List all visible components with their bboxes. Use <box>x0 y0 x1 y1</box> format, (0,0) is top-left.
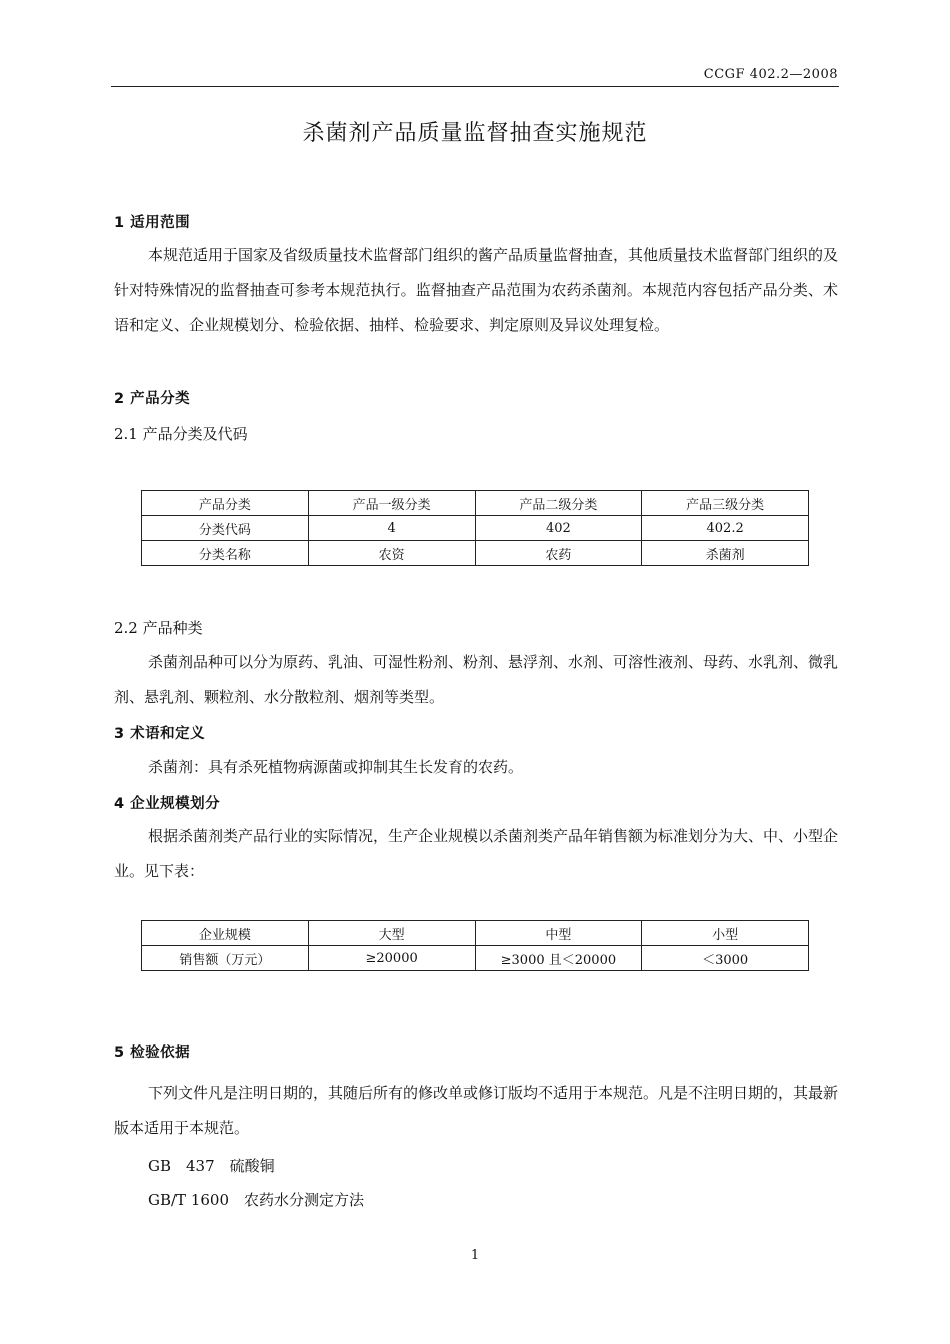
table-cell: 4 <box>308 516 475 541</box>
table-cell: 402.2 <box>642 516 809 541</box>
table-cell: ≥20000 <box>308 946 475 971</box>
table-cell: 分类代码 <box>142 516 309 541</box>
table-cell: 产品二级分类 <box>475 491 642 516</box>
section-2-heading: 2 产品分类 <box>114 391 191 407</box>
table-cell: 产品三级分类 <box>642 491 809 516</box>
table-row <box>142 921 809 946</box>
table-cell: 杀菌剂 <box>642 541 809 566</box>
table-cell: 农药 <box>475 541 642 566</box>
product-classification-table <box>141 490 809 566</box>
section-1-heading: 1 适用范围 <box>114 215 191 231</box>
page-title: 杀菌剂产品质量监督抽查实施规范 <box>302 121 648 146</box>
section-4-paragraph: 根据杀菌剂类产品行业的实际情况，生产企业规模以杀菌剂类产品年销售额为标准划分为大、中、小型企业。见下表： <box>114 827 839 880</box>
table-row <box>142 946 809 971</box>
section-1-paragraph: 本规范适用于国家及省级质量技术监督部门组织的酱产品质量监督抽查，其他质量技术监督部门组织的及针对特殊情况的监督抽查可参考本规范执行。监督抽查产品范围为农药杀菌剂。本规范内容包括产品分类、术语和定义、企业规模划分、检验依据、抽样、检验要求、判定原则及异议处理复检。 <box>114 246 839 334</box>
table-cell: 企业规模 <box>142 921 309 946</box>
section-5-heading: 5 检验依据 <box>114 1045 191 1061</box>
section-3-paragraph: 杀菌剂：具有杀死植物病源菌或抑制其生长发育的农药。 <box>148 758 524 776</box>
table-cell: 产品一级分类 <box>308 491 475 516</box>
section-2-2-paragraph: 杀菌剂品种可以分为原药、乳油、可湿性粉剂、粉剂、悬浮剂、水剂、可溶性液剂、母药、水乳剂、微乳剂、悬乳剂、颗粒剂、水分散粒剂、烟剂等类型。 <box>114 653 839 706</box>
section-2-2-heading: 2.2 产品种类 <box>114 619 203 637</box>
table-row <box>142 491 809 516</box>
table-row <box>142 541 809 566</box>
table-cell: 农资 <box>308 541 475 566</box>
table-row <box>142 516 809 541</box>
reference-item: GB 437 硫酸铜 <box>148 1157 275 1175</box>
section-3-heading: 3 术语和定义 <box>114 726 206 742</box>
table-cell: 大型 <box>308 921 475 946</box>
enterprise-scale-table <box>141 920 809 971</box>
page-number: 1 <box>470 1248 480 1263</box>
section-2-1-heading: 2.1 产品分类及代码 <box>114 425 248 443</box>
reference-item: GB/T 1600 农药水分测定方法 <box>148 1191 365 1209</box>
document-code: CCGF 402.2—2008 <box>703 67 838 82</box>
table-cell: ≥3000 且＜20000 <box>475 946 642 971</box>
table-cell: 中型 <box>475 921 642 946</box>
table-cell: 分类名称 <box>142 541 309 566</box>
header-rule <box>111 86 839 87</box>
table-cell: 小型 <box>642 921 809 946</box>
table-cell: 产品分类 <box>142 491 309 516</box>
section-5-paragraph: 下列文件凡是注明日期的，其随后所有的修改单或修订版均不适用于本规范。凡是不注明日期的，其最新版本适用于本规范。 <box>114 1084 839 1137</box>
table-cell: 销售额（万元） <box>142 946 309 971</box>
table-cell: ＜3000 <box>642 946 809 971</box>
table-cell: 402 <box>475 516 642 541</box>
section-4-heading: 4 企业规模划分 <box>114 796 221 812</box>
